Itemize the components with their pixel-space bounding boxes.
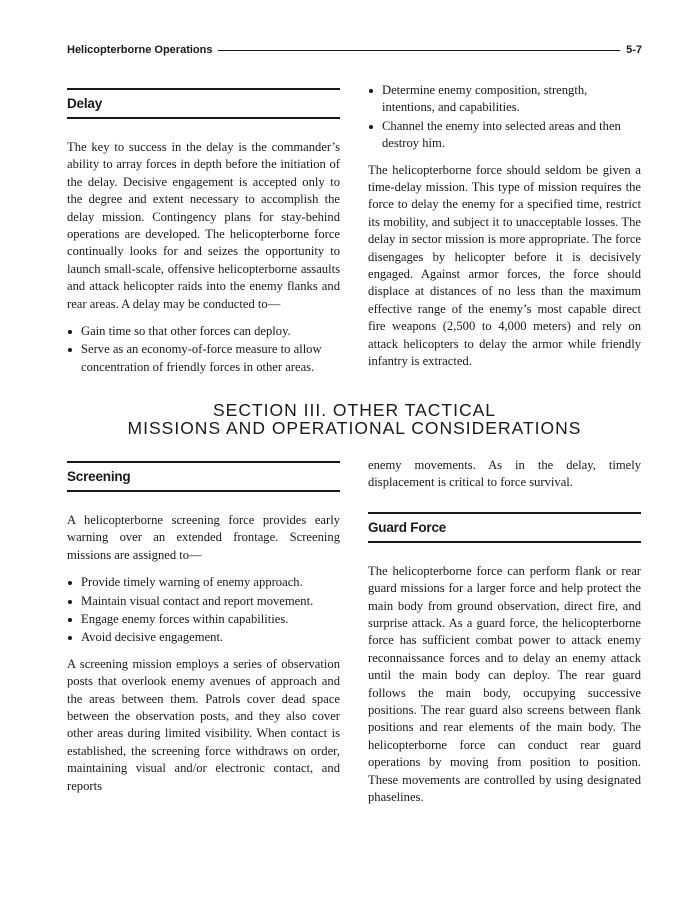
bullet-icon [68, 581, 72, 585]
bullet-icon [68, 330, 72, 334]
list-item: Channel the enemy into selected areas and then destroy him. [368, 118, 641, 153]
delay-section-left [67, 88, 340, 377]
list-item: Engage enemy forces within capabilities. [67, 611, 340, 628]
delay-section-right [368, 82, 641, 371]
guard-force-paragraph-1: The helicopterborne force can perform flank or rear guard missions for a larger force and help protect the main body from ground observation, direct fire, and surprise attack. As a guard force, the helicopterborne force has sufficient combat power to attack enemy reconnaissance forces and to delay an enemy attack until the main body can deploy. The rear guard follows the main body, occupying successive positions. The rear guard also screens between flank positions and rear elements of the main body. The helicopterborne force can conduct rear guard operations by moving from position to position. These movements are controlled by using designated phaselines. [368, 563, 641, 805]
bullet-icon [369, 89, 373, 93]
bullet-icon [68, 600, 72, 604]
bullet-icon [68, 348, 72, 352]
section-title [67, 401, 642, 437]
list-item: Maintain visual contact and report movement. [67, 593, 340, 610]
screening-paragraph-2: A screening mission employs a series of observation posts that overlook enemy avenues of approach and the areas between them. Patrols cover dead space between the observation posts, and they also cover other areas during limited visibility. When contact is established, the screening force withdraws on order, maintaining visual and/or electronic contact, and reports [67, 656, 340, 793]
bullet-icon [369, 125, 373, 129]
list-item: Determine enemy composition, strength, intentions, and capabilities. [368, 82, 641, 117]
guard-force-heading: Guard Force [368, 512, 641, 543]
page-number: 5-7 [626, 44, 642, 56]
screening-heading: Screening [67, 461, 340, 492]
screening-paragraph-2-continued: enemy movements. As in the delay, timely displacement is critical to force survival. [368, 458, 641, 490]
header-rule [218, 50, 620, 51]
list-item: Gain time so that other forces can deploy. [67, 323, 340, 340]
delay-bullet-list-continued [368, 82, 641, 153]
screening-paragraph-1: A helicopterborne screening force provides early warning over an extended frontage. Screening missions are assigned to— [67, 513, 340, 562]
bullet-icon [68, 618, 72, 622]
section-title-line-2: MISSIONS AND OPERATIONAL CONSIDERATIONS [127, 418, 582, 438]
running-header [67, 42, 642, 58]
list-item: Provide timely warning of enemy approach. [67, 574, 340, 591]
list-item: Avoid decisive engagement. [67, 629, 340, 646]
delay-heading: Delay [67, 88, 340, 119]
delay-paragraph-1: The key to success in the delay is the commander’s ability to array forces in depth before the initiation of the delay. Decisive engagement is accepted only to the degree and extent necessary to accomplish the delay mission. Contingency plans for stay-behind operations are developed. The helicopterborne force continually looks for and seizes the opportunity to launch small-scale, offensive helicopterborne assaults and attack helicopter raids into the enemy flanks and rear areas. A delay may be conducted to— [67, 140, 340, 311]
list-item: Serve as an economy-of-force measure to allow concentration of friendly forces in other areas. [67, 341, 340, 376]
guard-force-section [368, 457, 641, 807]
delay-paragraph-2: The helicopterborne force should seldom be given a time-delay mission. This type of mission requires the force to delay the enemy for a specified time, restrict its mobility, and subject it to unacceptable losses. The delay in sector mission is more appropriate. The force disengages by helicopter before it is decisively engaged. Against armor forces, the force should displace at distances of no less than the maximum effective range of the enemy’s most capable direct fire weapons (2,500 to 4,000 meters) and rely on attack helicopters to delay the armor while friendly infantry is extracted. [368, 162, 641, 369]
delay-bullet-list [67, 323, 340, 376]
chapter-title: Helicopterborne Operations [67, 44, 213, 56]
bullet-icon [68, 636, 72, 640]
section-title-line-1: SECTION III. OTHER TACTICAL [212, 400, 497, 420]
screening-section [67, 461, 340, 795]
screening-bullet-list [67, 574, 340, 647]
